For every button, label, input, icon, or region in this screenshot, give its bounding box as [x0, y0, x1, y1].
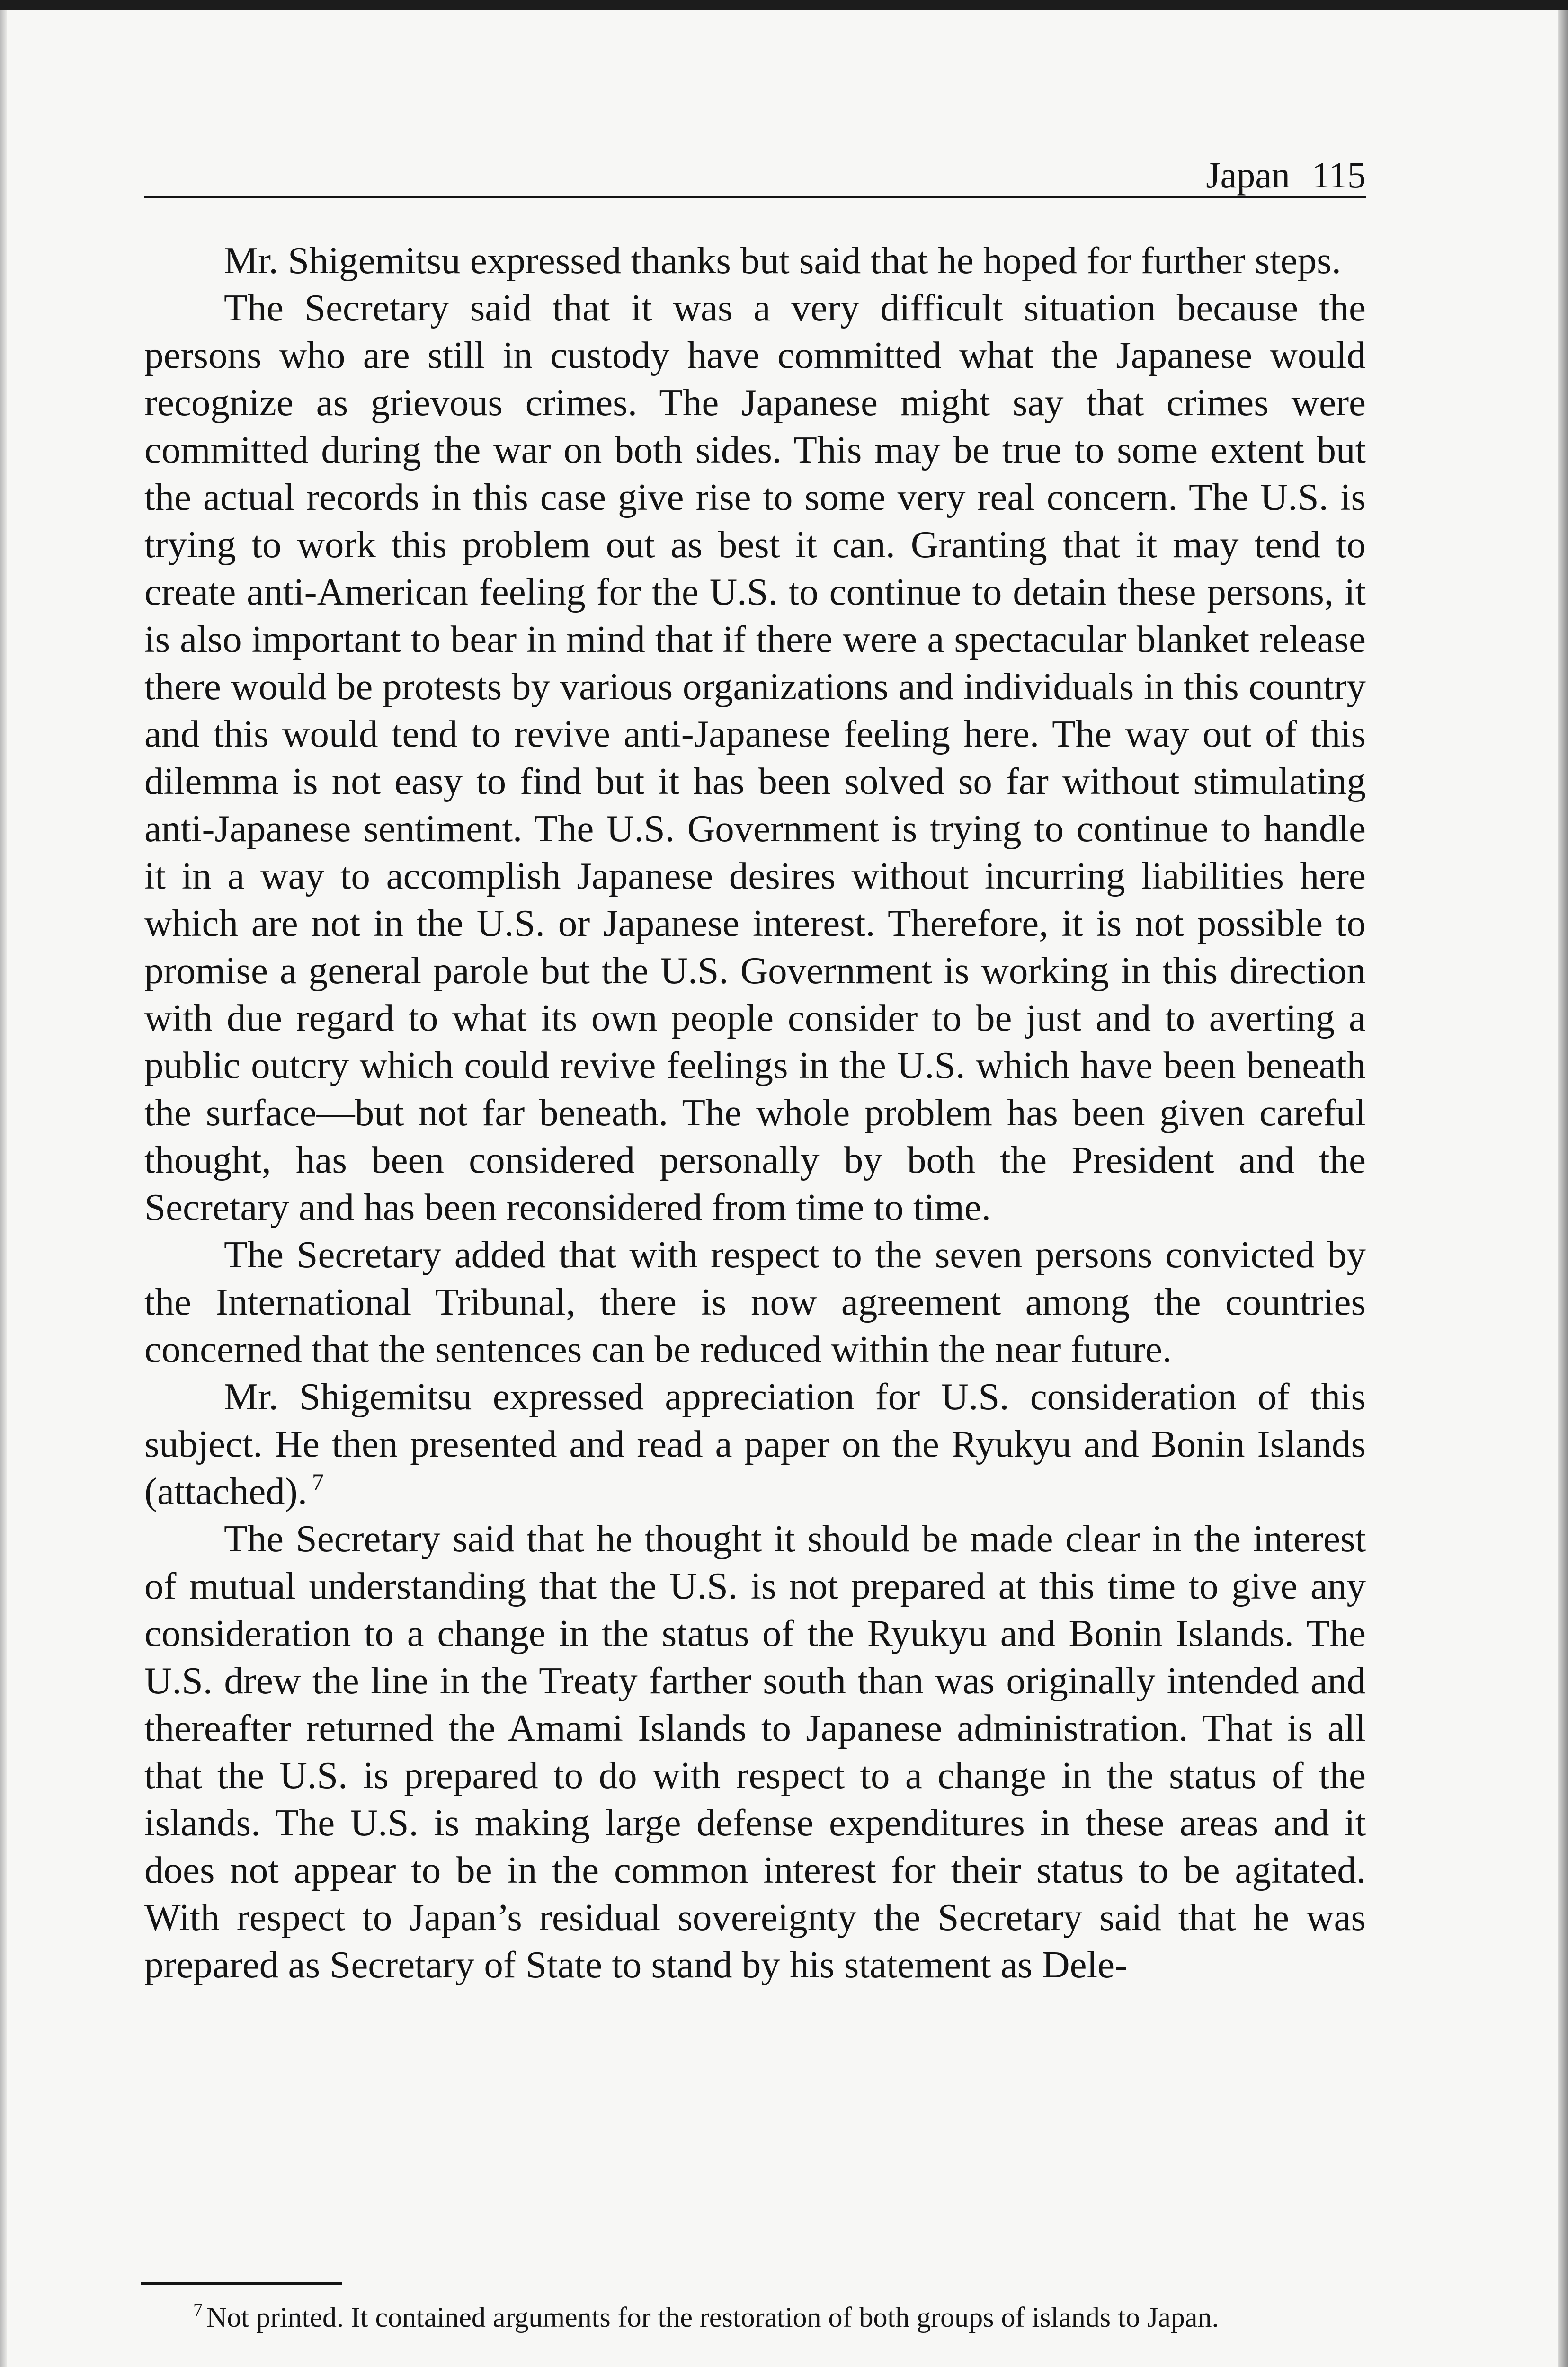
footnote-marker: 7 [193, 2299, 203, 2321]
running-head-text [1206, 154, 1366, 196]
running-head-title: Japan [1206, 154, 1290, 196]
footnote-divider [141, 2282, 342, 2285]
running-head [144, 144, 1366, 198]
footnote [141, 2300, 1366, 2335]
body-text [144, 237, 1366, 1988]
paragraph-text: Mr. Shigemitsu expressed appreciation for U.S. consideration of this subject. He then presented and read a paper on the Ryukyu and Bonin Islands (attached). [144, 1375, 1366, 1513]
scan-top-edge [0, 0, 1568, 10]
footnote-reference[interactable]: 7 [312, 1468, 324, 1495]
paragraph: The Secretary said that it was a very difficult situation because the persons who are still in custody have committed what the Japanese would recognize as grievous crimes. The Japanese might say that crimes were committed during the war on both sides. This may be true to some extent but the actual records in this case give rise to some very real concern. The U.S. is trying to work this problem out as best it can. Granting that it may tend to create anti-American feeling for the U.S. to continue to detain these persons, it is also important to bear in mind that if there were a spectacular blanket release there would be protests by various organizations and individuals in this country and this would tend to revive anti-Japanese feeling here. The way out of this dilemma is not easy to find but it has been solved so far without stimulating anti-Japanese sentiment. The U.S. Government is trying to continue to handle it in a way to accomplish Japanese desires without incurring liabilities here which are not in the U.S. or Japanese interest. Therefore, it is not possible to promise a general parole but the U.S. Government is working in this direction with due regard to what its own people consider to be just and to averting a public outcry which could revive feelings in the U.S. which have been beneath the surface—but not far beneath. The whole problem has been given careful thought, has been considered personally by both the President and the Secretary and has been reconsidered from time to time. [144, 286, 1366, 1228]
paragraph: The Secretary said that he thought it should be made clear in the interest of mutual understanding that the U.S. is not prepared at this time to give any consideration to a change in the status of the Ryukyu and Bonin Islands. The U.S. drew the line in the Treaty farther south than was originally intended and thereafter returned the Amami Islands to Japanese administration. That is all that the U.S. is prepared to do with respect to a change in the status of the islands. The U.S. is making large defense expenditures in these areas and it does not appear to be in the common interest for their status to be agitated. With respect to Japan’s residual sovereignty the Secretary said that he was prepared as Secretary of State to stand by his statement as Dele- [144, 1517, 1366, 1986]
footnote-text: Not printed. It contained arguments for the restoration of both groups of islands to Japan. [206, 2302, 1219, 2333]
paragraph-with-footnote-ref [144, 1373, 1366, 1515]
paragraph: Mr. Shigemitsu expressed thanks but said that he hoped for further steps. [224, 239, 1341, 282]
page-number: 115 [1311, 154, 1366, 196]
scan-left-edge [0, 10, 7, 2367]
scan-right-edge [1558, 10, 1568, 2367]
paragraph: The Secretary added that with respect to the seven persons convicted by the International Tribunal, there is now agreement among the countries concerned that the sentences can be reduced within the near future. [144, 1233, 1366, 1370]
